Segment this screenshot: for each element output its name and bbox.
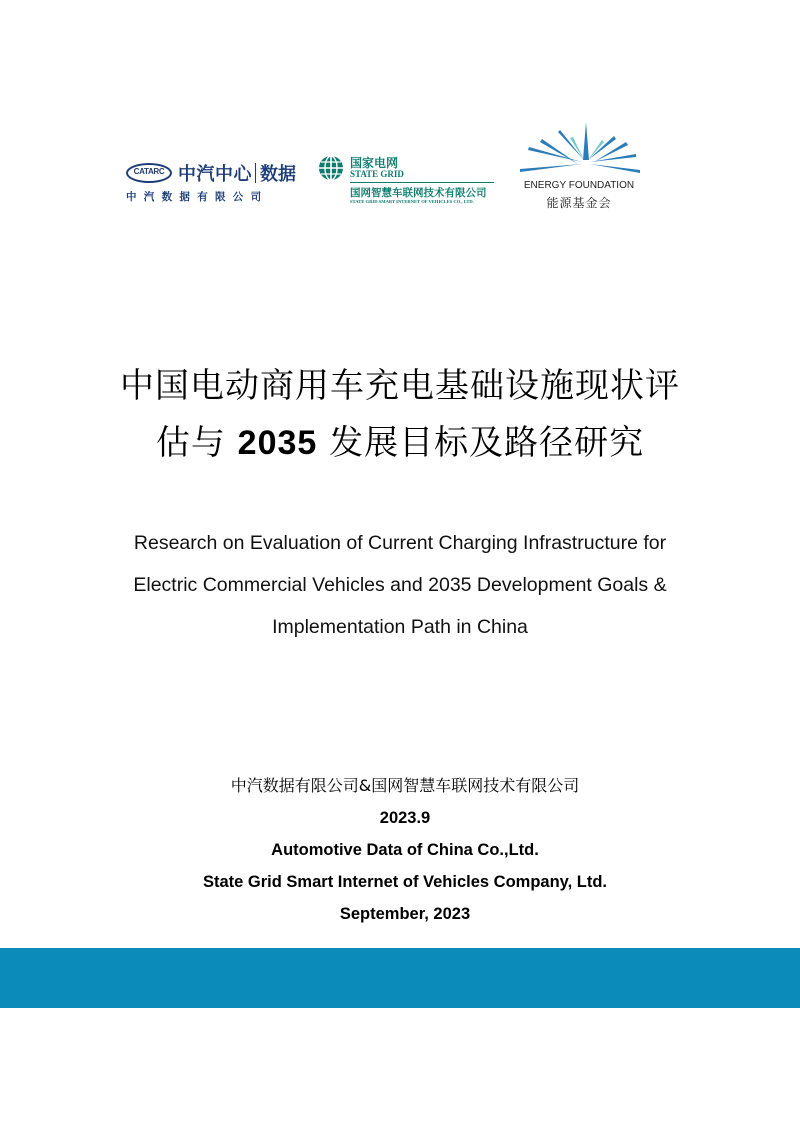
catarc-name: 中汽中心 (178, 164, 252, 184)
state-grid-logo (318, 152, 498, 208)
catarc-badge (126, 163, 172, 183)
author-1-en: Automotive Data of China Co.,Ltd. (271, 841, 539, 859)
energy-foundation-name-cn: 能源基金会 (546, 196, 612, 210)
state-grid-subsidiary-en: STATE GRID SMART INTERNET OF VEHICLES CO., LTD. (350, 199, 474, 204)
title-line-2-part-a: 估与 (155, 423, 238, 463)
energy-foundation-name-en: ENERGY FOUNDATION (523, 180, 635, 191)
publisher-block (40, 770, 770, 930)
energy-foundation-star-icon (518, 120, 640, 180)
title-line-2-part-b: 发展目标及路径研究 (317, 423, 645, 463)
catarc-name-data: 数据 (260, 164, 296, 184)
energy-foundation-logo (518, 120, 640, 214)
catarc-separator (255, 163, 256, 183)
report-title-cn (40, 358, 760, 472)
subtitle-line-3: Implementation Path in China (272, 616, 528, 638)
state-grid-name-cn: 国家电网 (350, 156, 399, 170)
date-en: September, 2023 (339, 905, 471, 923)
state-grid-divider (350, 182, 494, 183)
report-title-en (40, 522, 760, 648)
subtitle-line-1: Research on Evaluation of Current Charging Infrastructure for (133, 532, 667, 554)
subtitle-line-2: Electric Commercial Vehicles and 2035 Development Goals & (133, 574, 667, 596)
date-short: 2023.9 (379, 809, 431, 827)
state-grid-name-en: STATE GRID (350, 169, 404, 179)
catarc-logo (126, 160, 308, 206)
title-line-1: 中国电动商用车充电基础设施现状评 (120, 366, 680, 406)
authors-cn: 中汽数据有限公司&国网智慧车联网技术有限公司 (230, 776, 580, 795)
state-grid-globe-icon (318, 155, 344, 181)
author-2-en: State Grid Smart Internet of Vehicles Company, Ltd. (202, 873, 608, 891)
catarc-badge-text: CATARC (133, 167, 165, 176)
state-grid-subsidiary-cn: 国网智慧车联网技术有限公司 (350, 187, 487, 199)
catarc-subtitle: 中汽数据有限公司 (126, 191, 269, 203)
decorative-band (0, 948, 800, 1008)
title-line-2-year: 2035 (237, 424, 318, 462)
